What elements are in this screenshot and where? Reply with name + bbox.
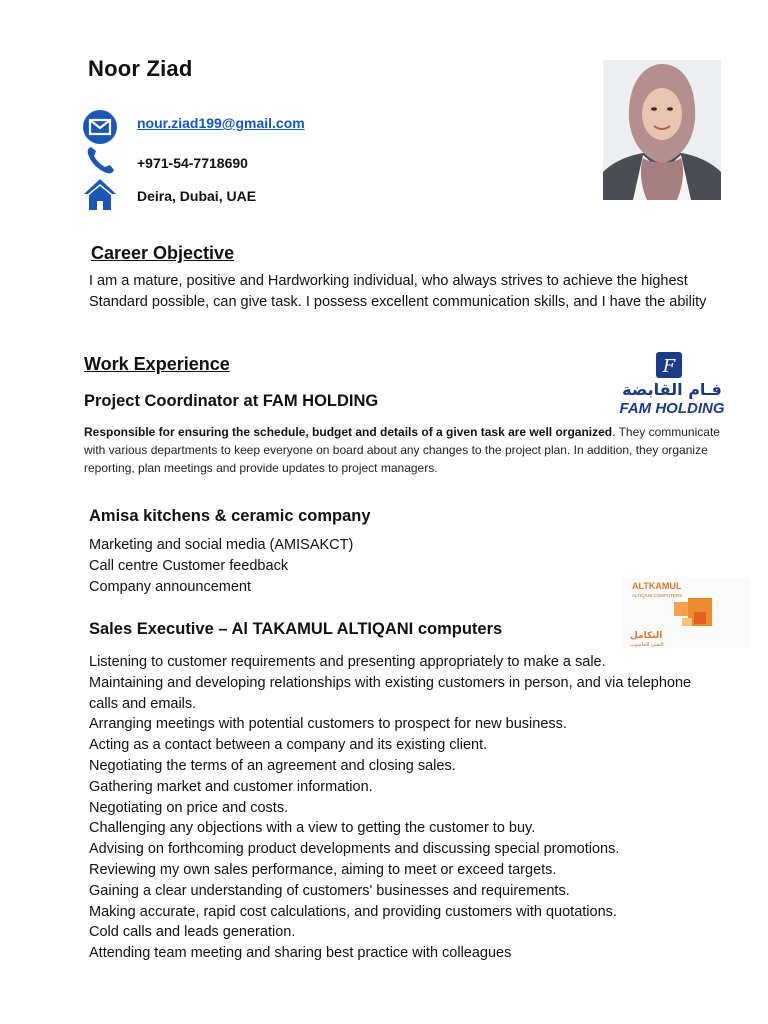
profile-photo: [603, 60, 721, 200]
job-description-fam-holding: [84, 424, 724, 477]
fam-logo-arabic: فـام القابضة: [622, 380, 722, 399]
email-icon: [82, 109, 118, 145]
address: Deira, Dubai, UAE: [137, 188, 257, 204]
list-item: Arranging meetings with potential customers to prospect for new business.: [89, 716, 567, 733]
list-item: Acting as a contact between a company and its existing client.: [89, 737, 488, 754]
list-item: Negotiating the terms of an agreement and closing sales.: [89, 757, 456, 774]
list-item: Marketing and social media (AMISAKCT): [89, 537, 354, 553]
job-description-bold: Responsible for ensuring the schedule, budget and details of a given task are well organized: [84, 425, 613, 439]
altkamul-logo: [622, 578, 750, 648]
altkamul-logo-arabic-sub: التقني للحاسوب: [630, 642, 664, 648]
list-item: Cold calls and leads generation.: [89, 924, 296, 941]
email-link[interactable]: nour.ziad199@gmail.com: [137, 115, 305, 131]
work-experience-heading: Work Experience: [84, 354, 230, 374]
list-item: Listening to customer requirements and presenting appropriately to make a sale.: [89, 654, 606, 670]
list-item: Challenging any objections with a view to getting the customer to buy.: [89, 820, 536, 837]
list-item: Maintaining and developing relationships with existing customers in person, and via telephone calls and emails.: [89, 674, 692, 712]
candidate-name: Noor Ziad: [88, 56, 193, 81]
job-title-altakamul: Sales Executive – Al TAKAMUL ALTIQANI computers: [89, 620, 503, 638]
list-item: Company announcement: [89, 578, 252, 595]
career-objective-heading: Career Objective: [91, 243, 235, 263]
fam-logo-text: FAM HOLDING: [619, 400, 725, 417]
list-item: Advising on forthcoming product developments and discussing special promotions.: [89, 841, 620, 858]
list-item: Negotiating on price and costs.: [89, 799, 289, 816]
phone-number: +971-54-7718690: [137, 155, 248, 171]
fam-holding-logo: [600, 350, 745, 420]
amisa-duties-list: [89, 535, 353, 597]
job-description-rest: . They communicate with various departments to keep everyone on board about any changes to the project plan. In addition, they organize reporting, plan meetings and provide updates to project managers.: [84, 425, 720, 475]
job-title-amisa: Amisa kitchens & ceramic company: [89, 507, 371, 525]
altkamul-logo-arabic: التكامل: [630, 631, 663, 641]
altkamul-logo-text: ALTKAMUL: [632, 581, 682, 591]
phone-icon: [82, 143, 118, 179]
list-item: Call centre Customer feedback: [89, 557, 289, 574]
list-item: Reviewing my own sales performance, aiming to meet or exceed targets.: [89, 861, 557, 878]
list-item: Attending team meeting and sharing best practice with colleagues: [89, 945, 512, 962]
list-item: Gaining a clear understanding of customers' businesses and requirements.: [89, 882, 570, 899]
altkamul-logo-sub: ALTIQANI COMPUTERS: [632, 593, 683, 598]
svg-text:F: F: [662, 356, 676, 377]
career-objective-text: I am a mature, positive and Hardworking individual, who always strives to achieve the highest Standard possible, can give task. I possess excellent communication skills, and I have the ability: [89, 273, 707, 310]
list-item: Gathering market and customer information.: [89, 778, 373, 795]
sales-duties-list: [89, 652, 719, 964]
home-icon: [82, 176, 118, 212]
job-title-fam-holding: Project Coordinator at FAM HOLDING: [84, 392, 379, 410]
list-item: Making accurate, rapid cost calculations, and providing customers with quotations.: [89, 903, 617, 920]
